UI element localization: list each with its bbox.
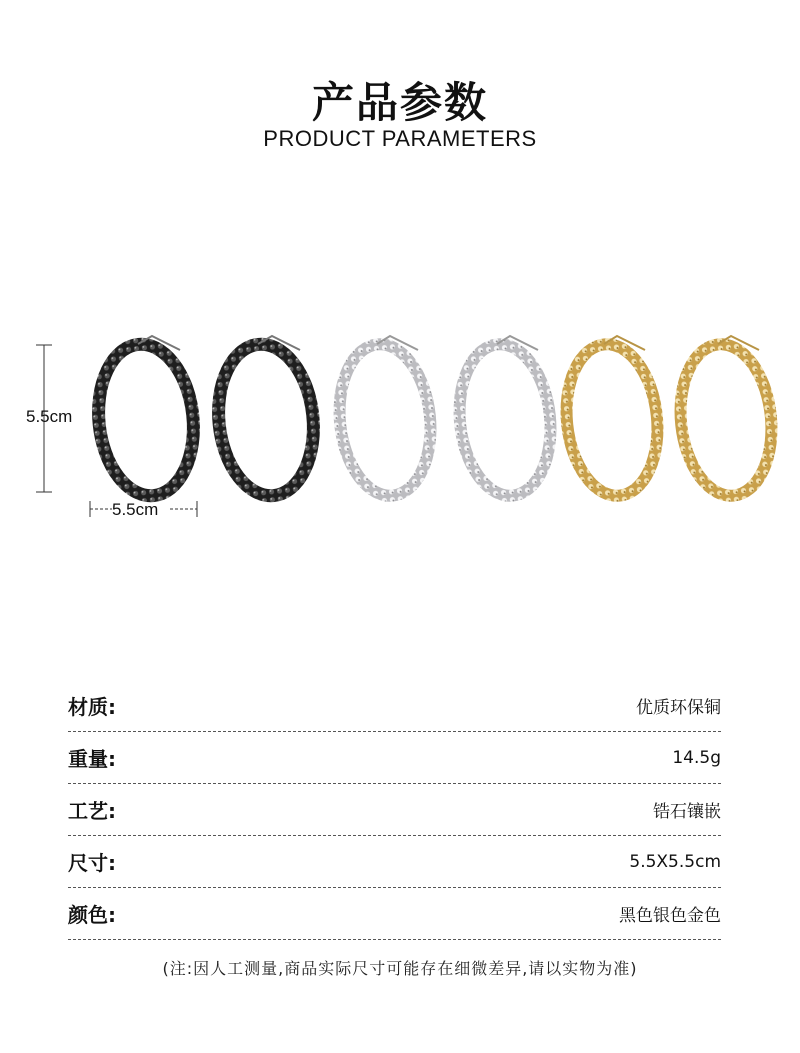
spec-value: 锆石镶嵌 (653, 802, 721, 822)
spec-row-weight (68, 732, 721, 784)
spec-value: 5.5X5.5cm (629, 851, 721, 872)
earrings-product-image (20, 320, 790, 530)
spec-value: 优质环保铜 (636, 698, 721, 718)
spec-label: 材质: (68, 695, 116, 719)
spec-row-size (68, 836, 721, 888)
gold-hoop-earring-right (673, 336, 778, 500)
black-hoop-earring-left (91, 336, 200, 500)
spec-row-craft (68, 784, 721, 836)
spec-label: 重量: (68, 747, 116, 771)
page-title: 产品参数 (311, 78, 488, 127)
page-subtitle: PRODUCT PARAMETERS (263, 126, 537, 151)
spec-label: 尺寸: (68, 851, 116, 875)
spec-row-color (68, 888, 721, 940)
spec-value: 黑色银色金色 (619, 906, 721, 926)
spec-label: 颜色: (68, 903, 116, 927)
silver-hoop-earring-right (452, 336, 557, 500)
spec-value: 14.5g (672, 747, 721, 768)
width-label: 5.5cm (112, 500, 159, 519)
measurement-note: (注:因人工测量,商品实际尺寸可能存在细微差异,请以实物为准) (162, 959, 638, 978)
gold-hoop-earring-left (559, 336, 664, 500)
spec-row-material (68, 680, 721, 732)
black-hoop-earring-right (211, 336, 320, 500)
height-label: 5.5cm (26, 407, 73, 426)
spec-label: 工艺: (68, 799, 116, 823)
spec-table (68, 680, 721, 940)
silver-hoop-earring-left (332, 336, 437, 500)
